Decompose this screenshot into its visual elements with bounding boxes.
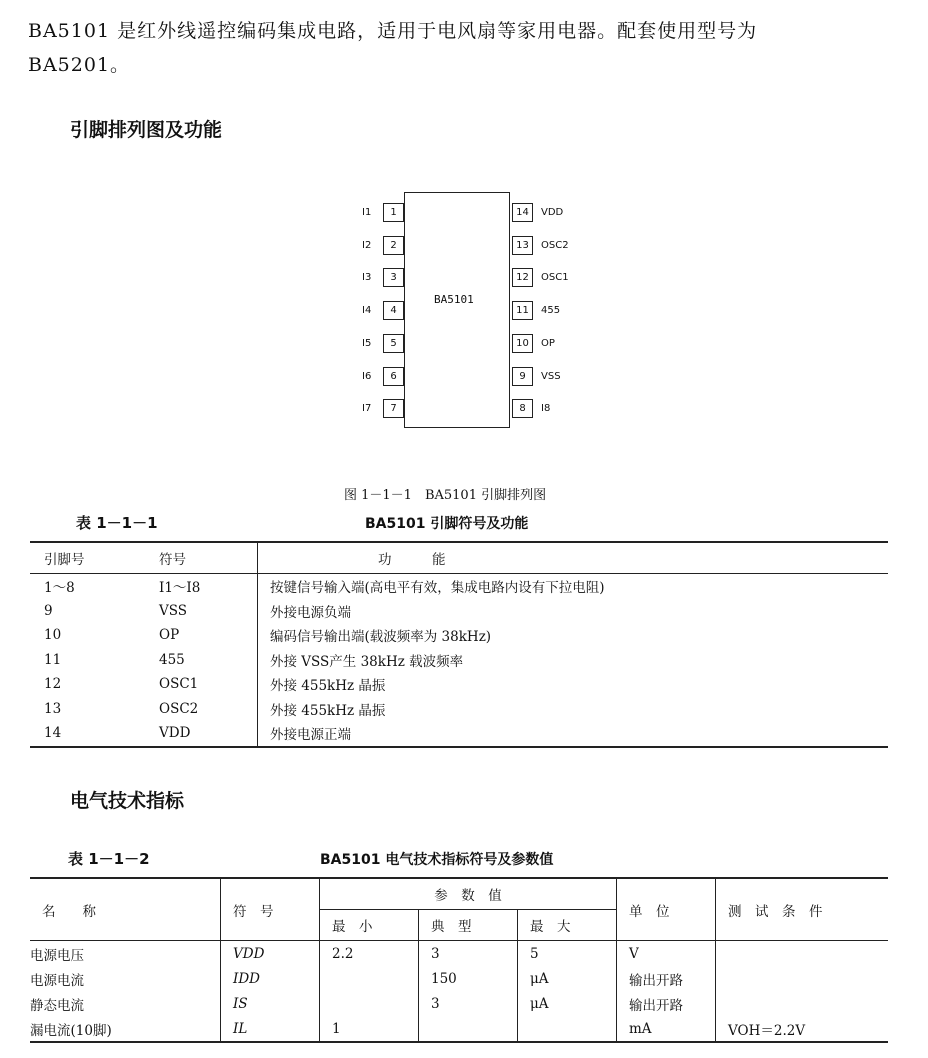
cell-symbol: IS — [221, 991, 320, 1016]
pin-number-left: 1 — [383, 203, 404, 222]
cell-unit: 输出开路 — [617, 966, 716, 991]
cell-max: μA — [518, 991, 617, 1016]
pin-label-right: 455 — [541, 305, 561, 317]
header-condition: 测 试 条 件 — [716, 878, 889, 941]
header-symbol: 符 号 — [221, 878, 320, 941]
pin-label-right: OSC1 — [541, 272, 569, 284]
pin-number-right: 11 — [512, 301, 533, 320]
table-row — [30, 574, 888, 599]
table-row — [30, 623, 888, 648]
pin-number-left: 6 — [383, 367, 404, 386]
pin-label-left: I2 — [362, 239, 372, 251]
cell-symbol: IL — [221, 1016, 320, 1042]
table-row — [30, 672, 888, 697]
cell-typ — [419, 1016, 518, 1042]
cell-typ: 3 — [419, 941, 518, 967]
cell-symbol: IDD — [221, 966, 320, 991]
pin-function-table — [30, 541, 888, 748]
pin-number-right: 13 — [512, 236, 533, 255]
pin-label-left: I6 — [362, 370, 372, 382]
cell-unit: V — [617, 941, 716, 967]
cell-max — [518, 1016, 617, 1042]
cell-typ: 150 — [419, 966, 518, 991]
section-title-electrical: 电气技术指标 — [70, 790, 185, 812]
cell-pin: 9 — [44, 602, 53, 619]
cell-function: 外接 455kHz 晶振 — [270, 678, 386, 695]
pin-number-left: 3 — [383, 268, 404, 287]
cell-pin: 11 — [44, 651, 62, 668]
intro-paragraph — [28, 14, 898, 82]
section-title-pinout: 引脚排列图及功能 — [70, 119, 223, 141]
pin-number-left: 2 — [383, 236, 404, 255]
cell-condition — [716, 966, 889, 991]
pin-number-right: 9 — [512, 367, 533, 386]
cell-pin: 10 — [44, 627, 62, 644]
cell-name: 静态电流 — [30, 991, 221, 1016]
table-header-row — [30, 542, 888, 574]
cell-min: 2.2 — [320, 941, 419, 967]
cell-pin: 13 — [44, 700, 62, 717]
cell-condition — [716, 991, 889, 1016]
cell-min: 1 — [320, 1016, 419, 1042]
cell-max: μA — [518, 966, 617, 991]
table1-number: 表 1－1－1 — [76, 514, 158, 532]
pin-label-left: I4 — [362, 305, 372, 317]
chip-name: BA5101 — [434, 293, 474, 306]
cell-symbol: VDD — [147, 721, 258, 747]
pin-number-right: 10 — [512, 334, 533, 353]
pin-label-left: I5 — [362, 337, 372, 349]
header-name: 名 称 — [30, 878, 221, 941]
cell-symbol: I1～I8 — [147, 574, 258, 599]
cell-symbol: VDD — [221, 941, 320, 967]
cell-symbol: OSC2 — [147, 697, 258, 722]
header-unit: 单 位 — [617, 878, 716, 941]
cell-name: 电源电压 — [30, 941, 221, 967]
table-row — [30, 599, 888, 624]
pin-label-left: I3 — [362, 272, 372, 284]
intro-line-1: BA5101 是红外线遥控编码集成电路，适用于电风扇等家用电器。配套使用型号为 — [28, 20, 758, 42]
pin-label-right: VSS — [541, 370, 561, 382]
header-params: 参 数 值 — [320, 878, 617, 910]
cell-symbol: OSC1 — [147, 672, 258, 697]
pin-label-right: OSC2 — [541, 239, 569, 251]
cell-typ: 3 — [419, 991, 518, 1016]
pin-number-left: 7 — [383, 399, 404, 418]
cell-pin: 1～8 — [44, 580, 75, 597]
pin-number-right: 8 — [512, 399, 533, 418]
table-row — [30, 966, 888, 991]
cell-name: 电源电流 — [30, 966, 221, 991]
header-min: 最 小 — [320, 910, 419, 941]
cell-symbol: VSS — [147, 599, 258, 624]
table-row — [30, 697, 888, 722]
cell-pin: 14 — [44, 725, 62, 742]
table-row — [30, 721, 888, 747]
table1-title: BA5101 引脚符号及功能 — [365, 516, 529, 532]
table-header-row — [30, 878, 888, 910]
table-row — [30, 991, 888, 1016]
table-row — [30, 648, 888, 673]
header-max: 最 大 — [518, 910, 617, 941]
header-symbol: 符号 — [147, 542, 258, 574]
cell-condition: VOH＝2.2V — [728, 1022, 806, 1039]
cell-function: 外接 455kHz 晶振 — [270, 702, 386, 719]
header-function: 功 能 — [258, 542, 889, 574]
cell-unit: 输出开路 — [617, 991, 716, 1016]
header-typ: 典 型 — [419, 910, 518, 941]
pin-label-left: I7 — [362, 403, 372, 415]
table2-number: 表 1－1－2 — [68, 850, 150, 868]
table2-title: BA5101 电气技术指标符号及参数值 — [320, 852, 554, 868]
cell-max: 5 — [518, 941, 617, 967]
cell-min — [320, 991, 419, 1016]
cell-function: 外接电源负端 — [270, 604, 351, 621]
pin-number-right: 12 — [512, 268, 533, 287]
figure-caption: 图 1－1－1 BA5101 引脚排列图 — [344, 488, 547, 503]
pin-number-left: 5 — [383, 334, 404, 353]
cell-symbol: OP — [147, 623, 258, 648]
pin-label-right: VDD — [541, 207, 564, 218]
electrical-spec-table — [30, 877, 888, 1043]
table-row — [30, 941, 888, 967]
pin-label-left: I1 — [362, 207, 372, 218]
cell-function: 编码信号输出端(载波频率为 38kHz) — [270, 629, 492, 646]
pin-label-right: OP — [541, 337, 555, 349]
pin-number-left: 4 — [383, 301, 404, 320]
pin-label-right: I8 — [541, 403, 551, 415]
cell-unit: mA — [617, 1016, 716, 1042]
cell-min — [320, 966, 419, 991]
chip-body — [404, 192, 510, 428]
table-row — [30, 1016, 888, 1042]
cell-function: 外接电源正端 — [270, 727, 351, 744]
header-pin-number: 引脚号 — [30, 542, 147, 574]
cell-function: 按键信号输入端(高电平有效，集成电路内设有下拉电阻) — [270, 580, 605, 597]
cell-pin: 12 — [44, 676, 62, 693]
pin-number-right: 14 — [512, 203, 533, 222]
cell-function: 外接 VSS产生 38kHz 载波频率 — [270, 653, 464, 670]
cell-condition — [716, 941, 889, 967]
cell-name: 漏电流(10脚) — [30, 1016, 221, 1042]
cell-symbol: 455 — [147, 648, 258, 673]
intro-line-2: BA5201。 — [28, 54, 131, 76]
